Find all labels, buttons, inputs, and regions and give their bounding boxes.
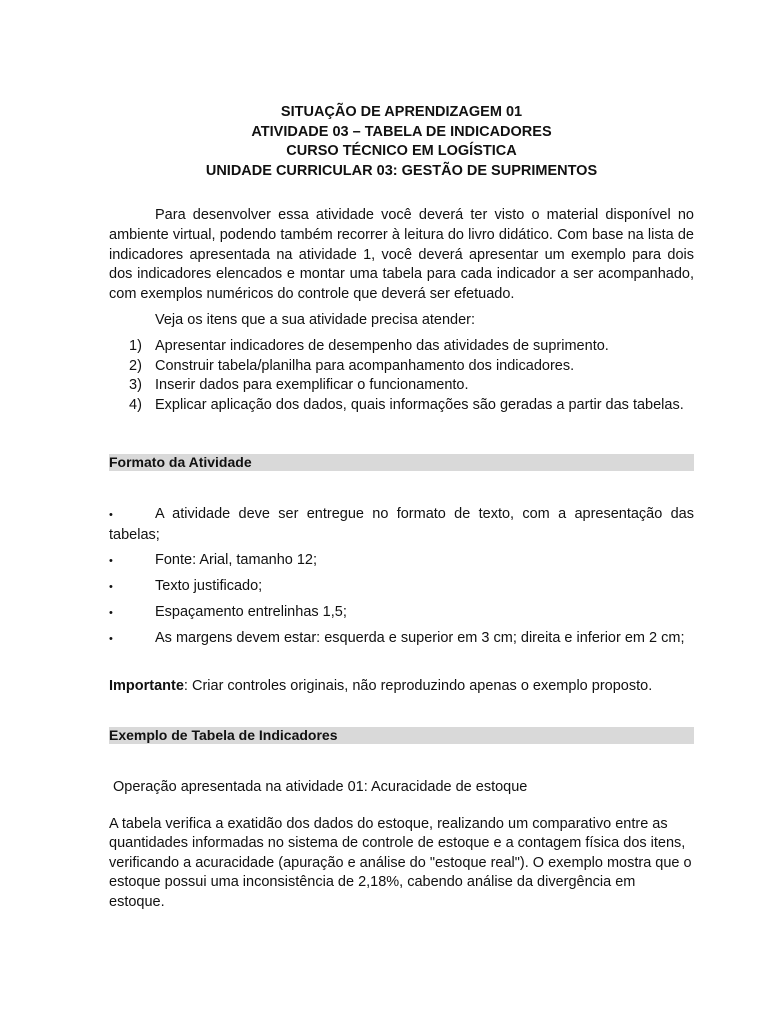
bullet-text: As margens devem estar: esquerda e superior em 3 cm; direita e inferior em 2 cm; <box>155 629 685 646</box>
list-item <box>109 603 694 624</box>
bullet-text: Espaçamento entrelinhas 1,5; <box>155 603 347 620</box>
list-item <box>109 505 694 545</box>
intro-paragraph <box>109 206 694 305</box>
header-line-4: UNIDADE CURRICULAR 03: GESTÃO DE SUPRIMENTOS <box>205 162 598 179</box>
bullet-text: Fonte: Arial, tamanho 12; <box>155 551 318 568</box>
bullet-icon: • <box>109 509 113 521</box>
list-item <box>109 357 694 377</box>
bullet-icon: • <box>109 554 113 567</box>
important-label: Importante <box>109 678 184 694</box>
item-text: Explicar aplicação dos dados, quais informações são geradas a partir das tabelas. <box>155 396 684 413</box>
bullet-text: A atividade deve ser entregue no formato de texto, com a apresentação das tabelas; <box>109 506 694 543</box>
list-item <box>109 577 694 598</box>
requirements-list <box>109 337 694 415</box>
operation-line: Operação apresentada na atividade 01: Acuracidade de estoque <box>113 779 528 795</box>
header-line-1: SITUAÇÃO DE APRENDIZAGEM 01 <box>280 104 523 120</box>
bullet-icon: • <box>109 632 113 645</box>
section-heading-example: Exemplo de Tabela de Indicadores <box>109 727 694 744</box>
item-text: Inserir dados para exemplificar o funcionamento. <box>155 377 469 393</box>
item-text: Construir tabela/planilha para acompanhamento dos indicadores. <box>155 357 575 374</box>
bullet-text: Texto justificado; <box>155 577 263 594</box>
list-item <box>109 551 694 572</box>
header-line-3: CURSO TÉCNICO EM LOGÍSTICA <box>286 143 517 159</box>
item-number: 2) <box>129 357 142 374</box>
item-number: 1) <box>129 338 142 354</box>
list-item <box>109 376 694 396</box>
bullet-icon: • <box>109 606 113 619</box>
document-header <box>109 103 694 181</box>
list-item <box>109 337 694 357</box>
example-description: A tabela verifica a exatidão dos dados do estoque, realizando um comparativo entre as quantidades informadas no sistema de controle de estoque e a contagem física dos itens, verificando a acuracidade (apuração e análise do "estoque real"). O exemplo mostra que o estoque possui uma inconsistência de 2,18%, cabendo análise da divergência em estoque. <box>109 816 692 910</box>
list-item <box>109 629 694 650</box>
item-number: 4) <box>129 396 142 413</box>
section-heading-format: Formato da Atividade <box>109 454 694 471</box>
bullet-icon: • <box>109 580 113 593</box>
requirements-lead: Veja os itens que a sua atividade precisa atender: <box>155 312 476 328</box>
intro-text: Para desenvolver essa atividade você deverá ter visto o material disponível no ambiente virtual, podendo também recorrer à leitura do livro didático. Com base na lista de indicadores apresentada na atividade 1, você deverá apresentar um exemplo para dois dos indicadores elencados e montar uma tabela para cada indicador a ser acompanhado, com exemplos numéricos do controle que deverá ser efetuado. <box>109 207 694 303</box>
important-text: : Criar controles originais, não reproduzindo apenas o exemplo proposto. <box>183 678 653 694</box>
important-note <box>109 677 694 697</box>
item-text: Apresentar indicadores de desempenho das atividades de suprimento. <box>155 338 609 354</box>
header-line-2: ATIVIDADE 03 – TABELA DE INDICADORES <box>251 123 552 140</box>
item-number: 3) <box>129 377 142 393</box>
format-bullet-list <box>109 505 694 655</box>
list-item <box>109 396 694 416</box>
